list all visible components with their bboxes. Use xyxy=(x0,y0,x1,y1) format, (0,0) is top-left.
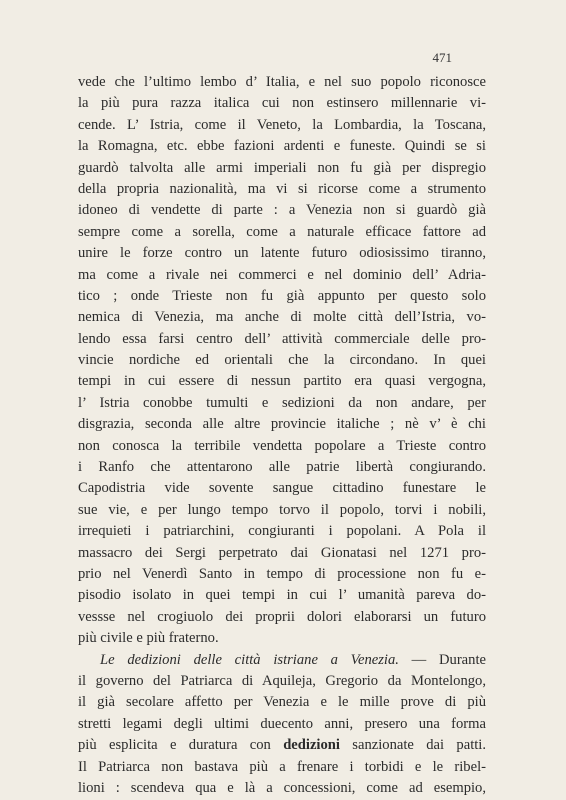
text-line: tempi in cui essere di nessun partito era quasi vergogna, xyxy=(78,373,486,390)
section-title-continuation: — Durante xyxy=(398,651,486,668)
text-line: il già secolare affetto per Venezia e le mille prove di più xyxy=(78,694,486,711)
bold-term: dedizioni xyxy=(283,737,340,754)
text-line: lioni : scendeva qua e là a concessioni, come ad esempio, xyxy=(78,779,486,796)
section-title: Le dedizioni delle città istriane a Venezia. xyxy=(100,651,399,668)
text-line: massacro dei Sergi perpetrato dai Gionatasi nel 1271 pro- xyxy=(78,544,486,561)
text-line-with-bold-term xyxy=(78,735,486,756)
text-segment: sanzionate dai patti. xyxy=(339,737,486,754)
text-line: sue vie, e per lungo tempo torvo il popolo, torvi i nobili, xyxy=(78,501,486,518)
text-line: l’ Istria conobbe tumulti e sedizioni da non andare, per xyxy=(78,394,486,411)
body-text xyxy=(78,72,486,799)
text-line: guardò talvolta alle armi imperiali non fu già per dispregio xyxy=(78,159,486,176)
text-segment: più esplicita e duratura con xyxy=(78,737,284,754)
text-line: più civile e più fraterno. xyxy=(78,630,219,647)
text-line: irrequieti i patriarchini, congiuranti i popolani. A Pola il xyxy=(78,523,486,540)
text-line: la più pura razza italica cui non estinsero millennarie vi- xyxy=(78,95,486,112)
text-line: non conosca la terribile vendetta popolare a Trieste contro xyxy=(78,437,486,454)
text-line: sempre come a sorella, come a naturale efficace fattore ad xyxy=(78,223,486,240)
text-line: Il Patriarca non bastava più a frenare i torbidi e le ribel- xyxy=(78,758,486,775)
text-line: i Ranfo che attentarono alle patrie libertà congiurando. xyxy=(78,459,486,476)
page-number: 471 xyxy=(432,50,452,65)
text-line: idoneo di vendette di parte : a Venezia non si guardò già xyxy=(78,202,486,219)
text-line: il governo del Patriarca di Aquileja, Gregorio da Montelongo, xyxy=(78,672,486,689)
text-line: stretti legami degli ultimi duecento anni, presero una forma xyxy=(78,715,486,732)
text-line: vede che l’ultimo lembo d’ Italia, e nel suo popolo riconosce xyxy=(78,74,486,90)
text-line: nemica di Venezia, ma anche di molte città dell’Istria, vo- xyxy=(78,309,486,326)
text-line: lendo essa farsi centro dell’ attività commerciale delle pro- xyxy=(78,330,486,347)
text-line: cende. L’ Istria, come il Veneto, la Lombardia, la Toscana, xyxy=(78,116,486,133)
text-line: pisodio isolato in quei tempi in cui l’ umanità pareva do- xyxy=(78,587,486,604)
text-line: vincie nordiche ed orientali che la circondano. In quei xyxy=(78,352,486,369)
text-line: disgrazia, seconda alle altre provincie italiche ; nè v’ è chi xyxy=(78,416,486,433)
text-line: vessse nel crogiuolo dei proprii dolori elaborarsi un futuro xyxy=(78,608,486,625)
text-line: della propria nazionalità, ma vi si ricorse come a strumento xyxy=(78,180,486,197)
text-line: Capodistria vide sovente sangue cittadino funestare le xyxy=(78,480,486,497)
paragraph-istria-factions xyxy=(78,72,486,650)
section-heading-line xyxy=(78,650,486,671)
text-line: unire le forze contro un latente futuro odiosissimo tiranno, xyxy=(78,245,486,262)
text-line: la Romagna, etc. ebbe fazioni ardenti e funeste. Quindi se si xyxy=(78,138,486,155)
text-line: prio nel Venerdì Santo in tempo di processione non fu e- xyxy=(78,565,486,582)
paragraph-dedizioni xyxy=(78,650,486,800)
text-line: ma come a rivale nei commerci e nel dominio dell’ Adria- xyxy=(78,266,486,283)
text-line: tico ; onde Trieste non fu già appunto per questo solo xyxy=(78,287,486,304)
